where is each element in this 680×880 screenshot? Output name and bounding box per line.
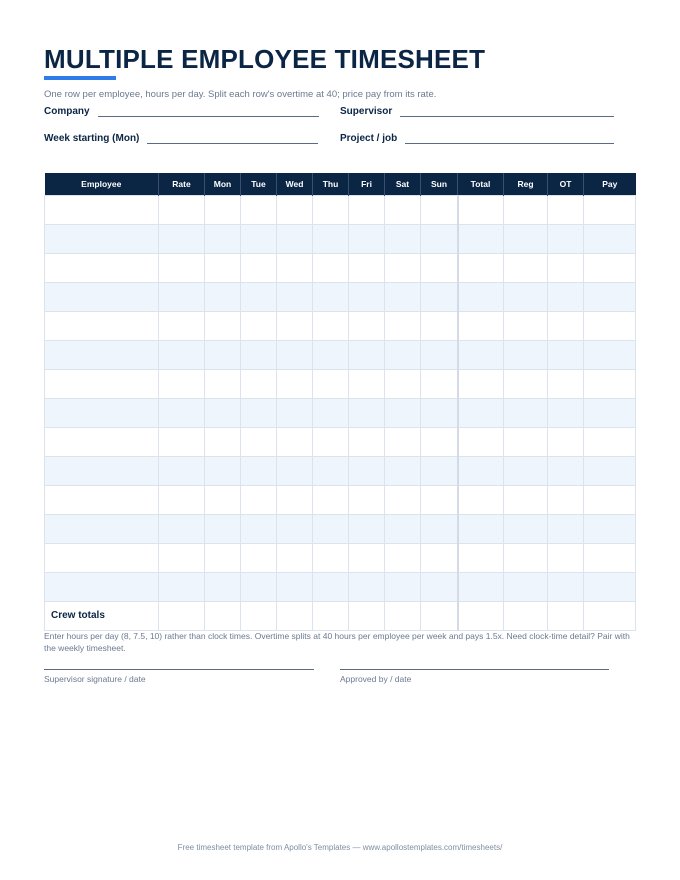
table-cell[interactable] <box>421 485 458 514</box>
table-cell[interactable] <box>313 224 349 253</box>
table-cell[interactable] <box>349 369 385 398</box>
table-cell[interactable] <box>313 572 349 601</box>
table-cell[interactable] <box>349 398 385 427</box>
table-cell[interactable] <box>421 340 458 369</box>
table-cell[interactable] <box>504 195 548 224</box>
table-cell[interactable] <box>277 311 313 340</box>
table-cell[interactable] <box>349 456 385 485</box>
table-cell[interactable] <box>45 398 159 427</box>
table-cell[interactable] <box>159 514 205 543</box>
table-cell[interactable] <box>385 369 421 398</box>
table-cell[interactable] <box>159 311 205 340</box>
total-cell[interactable] <box>548 601 584 630</box>
table-cell[interactable] <box>277 514 313 543</box>
table-cell[interactable] <box>205 195 241 224</box>
table-cell[interactable] <box>349 485 385 514</box>
table-cell[interactable] <box>241 369 277 398</box>
table-cell[interactable] <box>159 543 205 572</box>
table-cell[interactable] <box>313 427 349 456</box>
table-cell[interactable] <box>159 340 205 369</box>
table-cell[interactable] <box>277 398 313 427</box>
table-cell[interactable] <box>313 369 349 398</box>
table-cell[interactable] <box>504 427 548 456</box>
table-cell[interactable] <box>205 456 241 485</box>
table-row <box>45 427 636 456</box>
total-cell[interactable] <box>205 601 241 630</box>
timesheet-table <box>44 173 636 631</box>
table-cell[interactable] <box>458 224 504 253</box>
table-cell[interactable] <box>159 224 205 253</box>
week-starting-field <box>44 133 318 144</box>
week-starting-label: Week starting (Mon) <box>44 133 140 144</box>
table-cell[interactable] <box>45 340 159 369</box>
table-cell[interactable] <box>504 340 548 369</box>
table-cell[interactable] <box>385 282 421 311</box>
total-cell[interactable] <box>504 601 548 630</box>
table-cell[interactable] <box>45 485 159 514</box>
table-row <box>45 572 636 601</box>
table-cell[interactable] <box>421 369 458 398</box>
table-cell[interactable] <box>45 543 159 572</box>
table-cell[interactable] <box>548 340 584 369</box>
table-cell[interactable] <box>584 340 636 369</box>
table-cell[interactable] <box>277 572 313 601</box>
table-cell[interactable] <box>159 195 205 224</box>
table-cell[interactable] <box>45 224 159 253</box>
project-input-line[interactable] <box>405 143 614 144</box>
total-cell[interactable] <box>241 601 277 630</box>
table-row <box>45 224 636 253</box>
table-cell[interactable] <box>458 572 504 601</box>
table-cell[interactable] <box>205 485 241 514</box>
table-cell[interactable] <box>205 340 241 369</box>
total-cell[interactable] <box>385 601 421 630</box>
table-cell[interactable] <box>313 253 349 282</box>
table-cell[interactable] <box>458 195 504 224</box>
table-cell[interactable] <box>385 572 421 601</box>
column-header: Sat <box>385 173 421 195</box>
table-cell[interactable] <box>504 311 548 340</box>
table-cell[interactable] <box>584 427 636 456</box>
table-cell[interactable] <box>241 282 277 311</box>
table-row <box>45 253 636 282</box>
table-cell[interactable] <box>421 572 458 601</box>
table-cell[interactable] <box>241 485 277 514</box>
table-cell[interactable] <box>349 572 385 601</box>
table-cell[interactable] <box>241 195 277 224</box>
table-cell[interactable] <box>349 311 385 340</box>
table-cell[interactable] <box>548 253 584 282</box>
table-cell[interactable] <box>277 485 313 514</box>
supervisor-field <box>340 106 614 117</box>
table-cell[interactable] <box>584 572 636 601</box>
page-footer: Free timesheet template from Apollo's Templates — www.apollostemplates.com/timesheets/ <box>177 843 503 852</box>
table-cell[interactable] <box>421 456 458 485</box>
table-cell[interactable] <box>421 195 458 224</box>
table-cell[interactable] <box>421 224 458 253</box>
supervisor-label: Supervisor <box>340 106 393 117</box>
table-cell[interactable] <box>205 514 241 543</box>
page-subtitle: One row per employee, hours per day. Split each row's overtime at 40; price pay from its rate. <box>44 89 437 100</box>
table-cell[interactable] <box>385 485 421 514</box>
table-cell[interactable] <box>277 340 313 369</box>
company-input-line[interactable] <box>98 116 319 117</box>
column-header: Wed <box>277 173 313 195</box>
table-cell[interactable] <box>205 572 241 601</box>
table-cell[interactable] <box>385 398 421 427</box>
table-cell[interactable] <box>349 514 385 543</box>
column-header: Pay <box>584 173 636 195</box>
table-cell[interactable] <box>421 311 458 340</box>
table-cell[interactable] <box>548 514 584 543</box>
column-header: Total <box>458 173 504 195</box>
table-cell[interactable] <box>45 253 159 282</box>
table-cell[interactable] <box>458 282 504 311</box>
table-cell[interactable] <box>458 398 504 427</box>
table-cell[interactable] <box>548 427 584 456</box>
project-field <box>340 133 614 144</box>
table-cell[interactable] <box>458 456 504 485</box>
table-cell[interactable] <box>584 369 636 398</box>
table-cell[interactable] <box>277 224 313 253</box>
table-cell[interactable] <box>548 485 584 514</box>
total-cell[interactable] <box>277 601 313 630</box>
table-cell[interactable] <box>205 398 241 427</box>
table-cell[interactable] <box>45 311 159 340</box>
table-cell[interactable] <box>205 369 241 398</box>
table-cell[interactable] <box>313 456 349 485</box>
table-cell[interactable] <box>504 572 548 601</box>
table-cell[interactable] <box>548 572 584 601</box>
company-label: Company <box>44 106 90 117</box>
table-cell[interactable] <box>458 311 504 340</box>
table-cell[interactable] <box>548 456 584 485</box>
table-cell[interactable] <box>548 543 584 572</box>
approved-signature-line[interactable] <box>340 669 609 670</box>
table-cell[interactable] <box>458 253 504 282</box>
column-header: Fri <box>349 173 385 195</box>
table-cell[interactable] <box>313 485 349 514</box>
table-cell[interactable] <box>584 253 636 282</box>
table-cell[interactable] <box>458 369 504 398</box>
table-cell[interactable] <box>385 311 421 340</box>
table-cell[interactable] <box>277 456 313 485</box>
column-header: Rate <box>159 173 205 195</box>
table-cell[interactable] <box>504 398 548 427</box>
table-cell[interactable] <box>504 514 548 543</box>
table-cell[interactable] <box>584 543 636 572</box>
table-cell[interactable] <box>385 456 421 485</box>
table-cell[interactable] <box>277 282 313 311</box>
table-cell[interactable] <box>241 543 277 572</box>
table-cell[interactable] <box>277 253 313 282</box>
table-row <box>45 398 636 427</box>
table-cell[interactable] <box>241 398 277 427</box>
table-cell[interactable] <box>45 456 159 485</box>
table-cell[interactable] <box>458 514 504 543</box>
table-cell[interactable] <box>584 514 636 543</box>
table-cell[interactable] <box>349 224 385 253</box>
column-header: Reg <box>504 173 548 195</box>
table-cell[interactable] <box>205 282 241 311</box>
table-cell[interactable] <box>205 311 241 340</box>
table-cell[interactable] <box>277 369 313 398</box>
table-cell[interactable] <box>159 485 205 514</box>
total-cell[interactable] <box>458 601 504 630</box>
supervisor-signature-block <box>44 669 314 684</box>
project-label: Project / job <box>340 133 398 144</box>
table-cell[interactable] <box>313 195 349 224</box>
column-header: Tue <box>241 173 277 195</box>
table-cell[interactable] <box>205 543 241 572</box>
table-cell[interactable] <box>385 427 421 456</box>
supervisor-signature-label: Supervisor signature / date <box>44 674 146 684</box>
table-cell[interactable] <box>504 543 548 572</box>
table-row <box>45 543 636 572</box>
table-cell[interactable] <box>45 369 159 398</box>
supervisor-signature-line[interactable] <box>44 669 314 670</box>
table-cell[interactable] <box>385 543 421 572</box>
column-header: Employee <box>45 173 159 195</box>
table-cell[interactable] <box>159 282 205 311</box>
table-cell[interactable] <box>349 427 385 456</box>
table-cell[interactable] <box>421 282 458 311</box>
table-cell[interactable] <box>584 456 636 485</box>
table-cell[interactable] <box>584 485 636 514</box>
table-cell[interactable] <box>584 195 636 224</box>
table-cell[interactable] <box>421 253 458 282</box>
approved-signature-block <box>340 669 609 684</box>
table-cell[interactable] <box>548 369 584 398</box>
table-cell[interactable] <box>45 514 159 543</box>
table-cell[interactable] <box>241 340 277 369</box>
table-cell[interactable] <box>313 514 349 543</box>
week-starting-input-line[interactable] <box>147 143 318 144</box>
table-cell[interactable] <box>458 340 504 369</box>
table-cell[interactable] <box>349 340 385 369</box>
table-body <box>45 195 636 630</box>
table-row <box>45 514 636 543</box>
table-cell[interactable] <box>241 572 277 601</box>
table-cell[interactable] <box>159 456 205 485</box>
table-cell[interactable] <box>548 195 584 224</box>
approved-signature-label: Approved by / date <box>340 674 412 684</box>
table-cell[interactable] <box>385 340 421 369</box>
table-cell[interactable] <box>159 398 205 427</box>
table-cell[interactable] <box>385 224 421 253</box>
table-cell[interactable] <box>421 398 458 427</box>
table-cell[interactable] <box>313 311 349 340</box>
table-cell[interactable] <box>349 195 385 224</box>
table-row <box>45 195 636 224</box>
table-cell[interactable] <box>45 572 159 601</box>
table-cell[interactable] <box>548 398 584 427</box>
table-cell[interactable] <box>584 282 636 311</box>
table-row <box>45 369 636 398</box>
table-cell[interactable] <box>385 514 421 543</box>
table-cell[interactable] <box>45 427 159 456</box>
table-cell[interactable] <box>421 543 458 572</box>
table-cell[interactable] <box>241 224 277 253</box>
table-cell[interactable] <box>458 543 504 572</box>
table-cell[interactable] <box>504 253 548 282</box>
column-header: Thu <box>313 173 349 195</box>
table-row <box>45 456 636 485</box>
table-row <box>45 340 636 369</box>
table-cell[interactable] <box>421 514 458 543</box>
total-cell[interactable] <box>421 601 458 630</box>
table-cell[interactable] <box>313 282 349 311</box>
table-cell[interactable] <box>385 195 421 224</box>
table-cell[interactable] <box>504 456 548 485</box>
table-cell[interactable] <box>45 282 159 311</box>
title-accent-bar <box>44 76 116 80</box>
table-cell[interactable] <box>548 282 584 311</box>
table-row <box>45 282 636 311</box>
table-cell[interactable] <box>241 456 277 485</box>
table-cell[interactable] <box>205 224 241 253</box>
table-cell[interactable] <box>584 311 636 340</box>
table-cell[interactable] <box>159 427 205 456</box>
column-header: Sun <box>421 173 458 195</box>
table-cell[interactable] <box>504 369 548 398</box>
table-cell[interactable] <box>159 369 205 398</box>
table-cell[interactable] <box>504 224 548 253</box>
table-cell[interactable] <box>313 340 349 369</box>
table-header-row <box>45 173 636 195</box>
table-cell[interactable] <box>584 398 636 427</box>
table-cell[interactable] <box>548 224 584 253</box>
table-cell[interactable] <box>241 253 277 282</box>
total-cell[interactable] <box>349 601 385 630</box>
table-cell[interactable] <box>458 427 504 456</box>
table-cell[interactable] <box>349 282 385 311</box>
table-cell[interactable] <box>458 485 504 514</box>
instructions-note: Enter hours per day (8, 7.5, 10) rather than clock times. Overtime splits at 40 hours per employee per week and pays 1.5x. Need clock-time detail? Pair with the weekly timesheet. <box>44 631 630 653</box>
table-cell[interactable] <box>277 427 313 456</box>
table-cell[interactable] <box>349 253 385 282</box>
supervisor-input-line[interactable] <box>400 116 614 117</box>
crew-totals-row <box>45 601 636 630</box>
table-cell[interactable] <box>241 427 277 456</box>
company-field <box>44 106 319 117</box>
table-cell[interactable] <box>504 485 548 514</box>
table-cell[interactable] <box>277 195 313 224</box>
table-cell[interactable] <box>277 543 313 572</box>
table-cell[interactable] <box>205 427 241 456</box>
table-cell[interactable] <box>205 253 241 282</box>
total-cell[interactable] <box>159 601 205 630</box>
table-row <box>45 311 636 340</box>
table-cell[interactable] <box>548 311 584 340</box>
table-cell[interactable] <box>241 514 277 543</box>
table-cell[interactable] <box>349 543 385 572</box>
table-cell[interactable] <box>241 311 277 340</box>
table-cell[interactable] <box>45 195 159 224</box>
table-cell[interactable] <box>159 572 205 601</box>
table-cell[interactable] <box>159 253 205 282</box>
table-cell[interactable] <box>504 282 548 311</box>
table-cell[interactable] <box>313 543 349 572</box>
total-cell[interactable] <box>584 601 636 630</box>
table-cell[interactable] <box>385 253 421 282</box>
column-header: Mon <box>205 173 241 195</box>
table-cell[interactable] <box>421 427 458 456</box>
table-cell[interactable] <box>313 398 349 427</box>
crew-totals-label: Crew totals <box>45 601 159 630</box>
table-row <box>45 485 636 514</box>
page-title: MULTIPLE EMPLOYEE TIMESHEET <box>44 44 486 74</box>
table-cell[interactable] <box>584 224 636 253</box>
column-header: OT <box>548 173 584 195</box>
total-cell[interactable] <box>313 601 349 630</box>
